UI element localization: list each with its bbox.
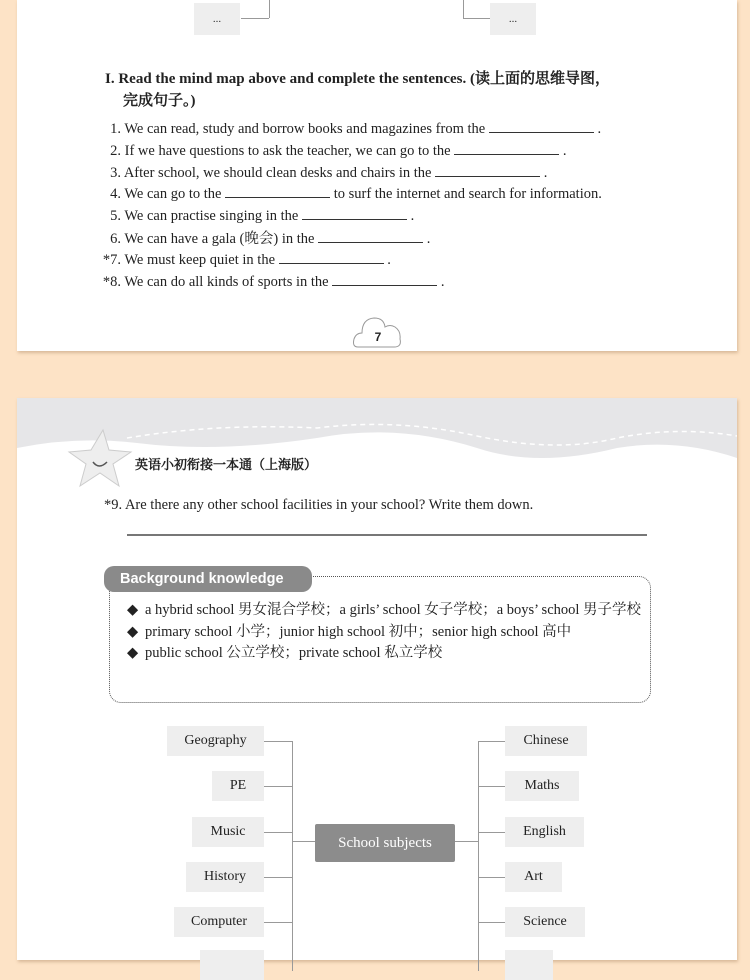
mindmap-node-left: PE xyxy=(212,771,264,801)
sentence-number: 2. xyxy=(110,142,121,159)
sentence-text: We can do all kinds of sports in the xyxy=(124,273,329,290)
mindmap-node: ... xyxy=(490,3,536,35)
sentence-number: 5. xyxy=(110,208,121,225)
sentence-text: If we have questions to ask the teacher, we can go to the xyxy=(124,142,451,159)
exercise-instruction: I. Read the mind map above and complete the sentences. (读上面的思维导图， 完成句子。) xyxy=(105,71,610,109)
list-item: ◆ public school 公立学校；private school 私立学校 xyxy=(127,645,443,661)
connector xyxy=(241,18,269,19)
answer-blank[interactable] xyxy=(225,183,330,198)
sentence-item xyxy=(105,140,566,160)
sentence-text: . xyxy=(426,231,431,247)
mindmap-node-left: Computer xyxy=(174,907,264,937)
list-item: ◆ a hybrid school 男女混合学校；a girls’ school 女子学校；a boys’ school 男子学校 xyxy=(127,602,642,618)
star-mascot-icon xyxy=(67,428,133,490)
sentence-text: After school, we should clean desks and chairs in the xyxy=(123,164,432,181)
answer-blank[interactable] xyxy=(435,162,540,177)
mindmap-node-right: Science xyxy=(505,907,585,937)
question-9: *9. Are there any other school facilities in your school? Write them down. xyxy=(104,497,534,513)
sentence-text: . xyxy=(387,251,391,268)
answer-blank[interactable] xyxy=(318,228,423,243)
sentence-number: *7. xyxy=(102,251,121,268)
answer-line[interactable] xyxy=(127,534,647,536)
sentence-item xyxy=(105,118,601,138)
background-knowledge-title: Background knowledge xyxy=(104,566,312,592)
mindmap-node-left: Music xyxy=(192,817,264,847)
mindmap-node-right: English xyxy=(505,817,584,847)
page-7 xyxy=(17,0,737,351)
mindmap-node-right: Art xyxy=(505,862,562,892)
sentence-text: . xyxy=(597,121,602,137)
page-8 xyxy=(17,398,737,960)
sentence-number: 6. xyxy=(110,231,121,247)
sentence-text: to surf the internet and search for information. xyxy=(333,186,602,203)
sentence-item xyxy=(102,271,445,291)
mindmap-center: School subjects xyxy=(315,824,455,862)
sentence-text: We can practise singing in the xyxy=(124,208,299,225)
list-item: ◆ primary school 小学；junior high school 初中；senior high school 高中 xyxy=(127,623,572,640)
sentence-item xyxy=(102,249,391,269)
mindmap-node-right: Maths xyxy=(505,771,579,801)
book-title: 英语小初衔接一本通（上海版） xyxy=(135,458,318,473)
sentence-number: *8. xyxy=(102,273,121,290)
sentence-text: We must keep quiet in the xyxy=(124,251,276,268)
answer-blank[interactable] xyxy=(302,205,407,220)
connector xyxy=(463,18,491,19)
sentence-number: 1. xyxy=(110,121,121,137)
answer-blank[interactable] xyxy=(332,271,437,286)
mindmap-node xyxy=(200,950,264,980)
mindmap-node-left: Geography xyxy=(167,726,264,756)
mindmap-node: ... xyxy=(194,3,240,35)
sentence-text: . xyxy=(543,164,548,181)
answer-blank[interactable] xyxy=(279,249,384,264)
sentence-item xyxy=(105,183,602,203)
sentence-item xyxy=(105,227,430,248)
sentence-text: . xyxy=(440,273,445,290)
connector xyxy=(463,0,464,18)
mindmap-node xyxy=(505,950,553,980)
sentence-text: We can have a gala (晚会) in the xyxy=(124,231,315,247)
sentence-number: 3. xyxy=(110,164,121,181)
sentence-text: . xyxy=(410,208,415,225)
sentence-text: We can read, study and borrow books and magazines from the xyxy=(124,121,486,137)
answer-blank[interactable] xyxy=(489,118,594,133)
connector xyxy=(269,0,270,18)
page-number: 7 xyxy=(374,330,382,344)
mindmap-node-left: History xyxy=(186,862,264,892)
sentence-text: We can go to the xyxy=(124,186,222,203)
sentence-number: 4. xyxy=(110,186,121,203)
sentence-item xyxy=(105,162,547,182)
background-list xyxy=(127,600,647,665)
mindmap-node-right: Chinese xyxy=(505,726,587,756)
answer-blank[interactable] xyxy=(454,140,559,155)
sentence-item xyxy=(105,205,414,225)
sentence-text: . xyxy=(562,142,567,159)
section-label: I. xyxy=(105,71,115,87)
